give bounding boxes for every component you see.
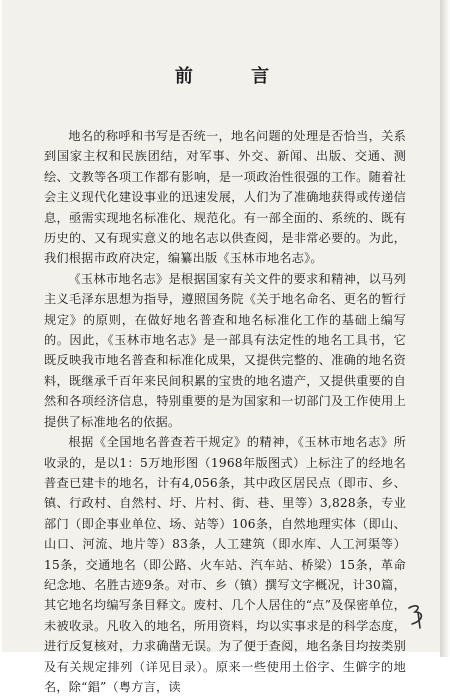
- document-page: [2, 0, 442, 694]
- paragraph-2: 《玉林市地名志》是根据国家有关文件的要求和精神，以马列主义毛泽东思想为指导，遵照国务院《关于地名命名、更名的暂行规定》的原则，在做好地名普查和地名标准化工作的基础上编写的。因此，《玉林市地名志》是一部具有法定性的地名工具书，它既反映我市地名普查和标准化成果，又提供完整的、准确的地名资料，既继承千百年来民间积累的宝贵的地名遗产，又提供重要的自然和各项经济信息，特别重要的是为国家和一切部门及工作使用上提供了标准地名的依据。: [44, 271, 406, 429]
- page-edge: [440, 0, 450, 657]
- body-text: [44, 126, 406, 697]
- paragraph-1: 地名的称呼和书写是否统一，地名问题的处理是否恰当，关系到国家主权和民族团结，对军事、外交、新闻、出版、交通、测绘、文教等各项工作都有影响，是一项政治性很强的工作。随着社会主义现代化建设事业的迅速发展，人们为了准确地获得或传递信息，亟需实现地名标准化、规范化。有一部全面的、系统的、既有历史的、又有现实意义的地名志以供查阅，是非常必要的。为此，我们根据市政府决定，编纂出版《玉林市地名志》。: [44, 129, 406, 266]
- paragraph-3: 根据《全国地名普查若干规定》的精神，《玉林市地名志》所收录的，是以1：5万地形图（1968年版图式）上标注了的经地名普查已建卡的地名，计有4,056条，其中政区居民点（即市、乡、镇、行政村、自然村、圩、片村、街、巷、里等）3,828条，专业部门（即企事业单位、场、站等）106条，自然地理实体（即山、山口、河流、地片等）83条，人工建筑（即水库、人工河渠等）15条，交通地名（即公路、火车站、汽车站、桥梁）15条，革命纪念地、名胜古迹9条。对市、乡（镇）撰写文字概况，计30篇，其它地名均编写条目释文。废村、几个人居住的“点”及保密单位，未被收录。凡收入的地名，所用资料，均以实事求是的科学态度，进行反复核对，力求确凿无误。为了便于查阅，地名条目均按类别及有关规定排列（详见目录）。原来一些使用土俗字、生僻字的地名，除“錩”（粤方言，读: [44, 435, 406, 694]
- pencil-mark-icon: [406, 602, 428, 630]
- page-title: 前 言: [174, 66, 296, 87]
